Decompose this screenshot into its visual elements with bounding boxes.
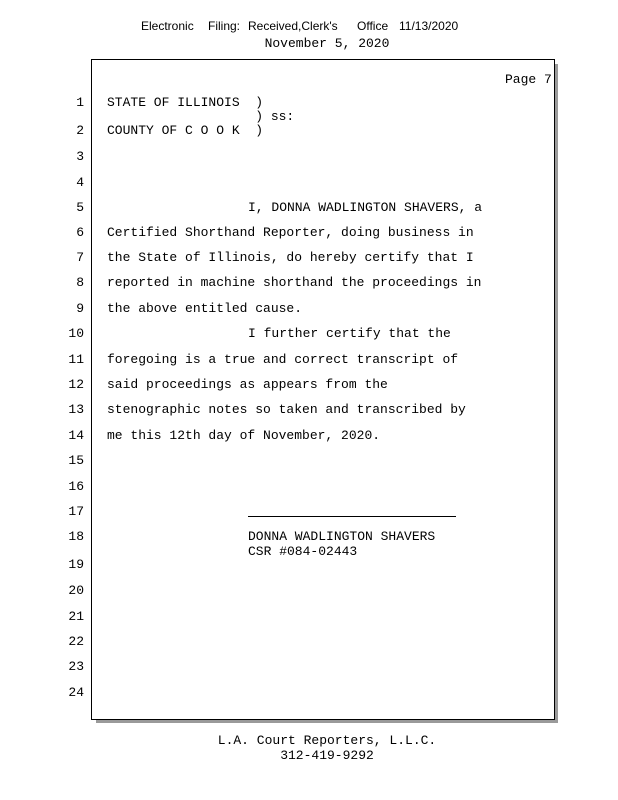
line-number: 24: [68, 685, 84, 700]
certificate-line: foregoing is a true and correct transcript of: [107, 352, 459, 367]
reporter-name: DONNA WADLINGTON SHAVERS: [248, 529, 436, 544]
signature-line: [248, 516, 456, 517]
line-number: 18: [68, 529, 84, 544]
line-number: 14: [68, 428, 84, 443]
stamp-word-electronic: Electronic: [141, 19, 194, 33]
stamp-word-filing: Filing:: [208, 19, 241, 33]
transcript-date: November 5, 2020: [264, 36, 390, 51]
line-number: 23: [68, 659, 84, 674]
certificate-line: Certified Shorthand Reporter, doing business in: [107, 225, 474, 240]
line-number: 8: [76, 275, 84, 290]
line-number: 7: [76, 250, 84, 265]
line-number: 10: [68, 326, 84, 341]
line-number: 6: [76, 225, 84, 240]
caption-state: STATE OF ILLINOIS ): [107, 95, 264, 110]
line-number: 11: [68, 352, 84, 367]
footer-company: L.A. Court Reporters, L.L.C.: [217, 733, 437, 748]
csr-number: CSR #084-02443: [248, 544, 358, 559]
line-number: 20: [68, 583, 84, 598]
certificate-line: I further certify that the: [248, 326, 451, 341]
stamp-date: 11/13/2020: [399, 19, 459, 33]
line-number: 1: [76, 95, 84, 110]
stamp-word-received: Received,Clerk's: [248, 19, 338, 33]
certificate-line: said proceedings as appears from the: [107, 377, 388, 392]
line-number: 4: [76, 175, 84, 190]
line-number: 3: [76, 149, 84, 164]
line-number: 21: [68, 609, 84, 624]
line-number: 22: [68, 634, 84, 649]
caption-ss: ) ss:: [107, 109, 295, 124]
line-number: 12: [68, 377, 84, 392]
line-number: 19: [68, 557, 84, 572]
line-number: 9: [76, 301, 84, 316]
line-number: 13: [68, 402, 84, 417]
footer: [0, 733, 618, 763]
certificate-line: the State of Illinois, do hereby certify that I: [107, 250, 474, 265]
certificate-line: the above entitled cause.: [107, 301, 303, 316]
certificate-line: me this 12th day of November, 2020.: [107, 428, 381, 443]
certificate-line: I, DONNA WADLINGTON SHAVERS, a: [248, 200, 483, 215]
certificate-line: reported in machine shorthand the proceedings in: [107, 275, 482, 290]
certificate-line: stenographic notes so taken and transcribed by: [107, 402, 466, 417]
page-number: Page 7: [505, 72, 552, 87]
footer-phone: 312-419-9292: [280, 748, 374, 763]
line-number: 15: [68, 453, 84, 468]
stamp-word-office: Office: [357, 19, 389, 33]
line-number: 17: [68, 504, 84, 519]
line-number: 5: [76, 200, 84, 215]
line-number: 16: [68, 479, 84, 494]
caption-county: COUNTY OF C O O K ): [107, 123, 264, 138]
line-number: 2: [76, 123, 84, 138]
